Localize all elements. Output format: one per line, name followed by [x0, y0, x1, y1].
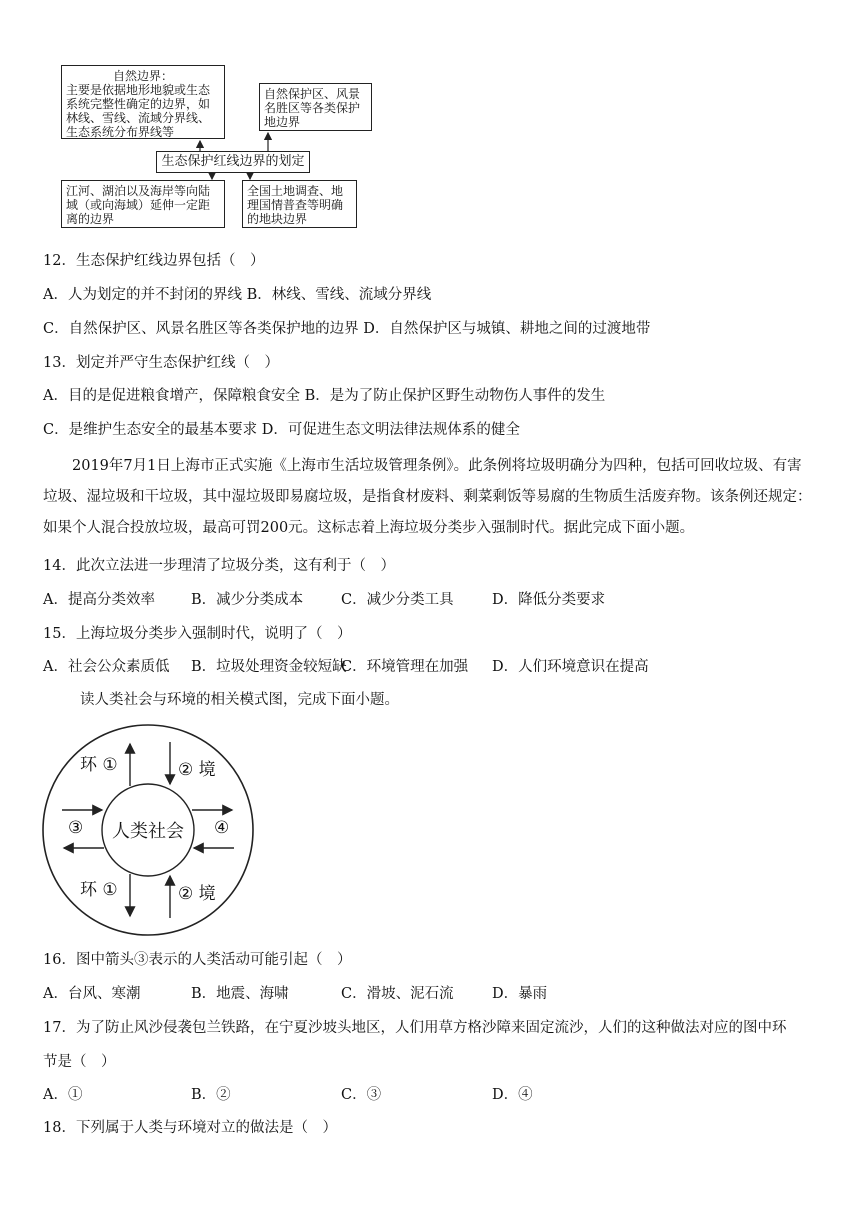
- flowchart-arrows: [0, 0, 860, 240]
- passage-garbage-law: 2019年7月1日上海市正式实施《上海市生活垃圾管理条例》。此条例将垃圾明确分为四种，包括可回收垃圾、有害垃圾、湿垃圾和干垃圾，其中湿垃圾即易腐垃圾，是指食材废料、剩菜剩饭等易腐的生物质生活废弃物。该条例还规定：如果个人混合投放垃圾，最高可罚200元。这标志着上海垃圾分类步入强制时代。据此完成下面小题。: [43, 458, 812, 536]
- natural-boundary-body: 主要是依据地形地貌或生态系统完整性确定的边界，如林线、雪线、流域分界线、生态系统分布界线等: [66, 83, 211, 139]
- q14-option-a: A．提高分类效率: [43, 592, 155, 608]
- redline-center-text: 生态保护红线边界的划定: [161, 154, 305, 169]
- q16-option-c: C．滑坡、泥石流: [341, 986, 454, 1002]
- reserve-boundary-text: 自然保护区、风景名胜区等各类保护地边界: [264, 87, 361, 129]
- q15-option-d: D．人们环境意识在提高: [492, 659, 649, 675]
- diagram-label-top-left: 环 ①: [80, 755, 118, 775]
- q16-option-b: B．地震、海啸: [191, 986, 289, 1002]
- q14-stem: 14．此次立法进一步理清了垃圾分类，这有利于（ ）: [43, 558, 395, 574]
- q12-options-line1: A．人为划定的并不封闭的界线 B．林线、雪线、流域分界线: [43, 287, 432, 303]
- q15-option-c: C．环境管理在加强: [341, 659, 469, 675]
- q12-stem: 12．生态保护红线边界包括（ ）: [43, 253, 265, 269]
- survey-boundary-text: 全国土地调查、地理国情普查等明确的地块边界: [247, 184, 344, 226]
- q12-options-line2: C．自然保护区、风景名胜区等各类保护地的边界 D．自然保护区与城镇、耕地之间的过渡地带: [43, 321, 651, 337]
- coast-boundary-text: 江河、湖泊以及海岸等向陆域（或向海域）延伸一定距离的边界: [66, 184, 211, 226]
- q16-option-a: A．台风、寒潮: [43, 986, 141, 1002]
- q18-stem: 18．下列属于人类与环境对立的做法是（ ）: [43, 1120, 337, 1136]
- q17-option-b: B．②: [191, 1087, 231, 1103]
- q13-options-line1: A．目的是促进粮食增产，保障粮食安全 B．是为了防止保护区野生动物伤人事件的发生: [43, 388, 606, 404]
- diagram-label-bottom-right: ② 境: [178, 884, 216, 904]
- q15-stem: 15．上海垃圾分类步入强制时代，说明了（ ）: [43, 626, 352, 642]
- q17-stem-line2: 节是（ ）: [43, 1054, 116, 1070]
- q15-option-a: A．社会公众素质低: [43, 659, 170, 675]
- passage-model-diagram: 读人类社会与环境的相关模式图，完成下面小题。: [80, 692, 399, 708]
- diagram-label-left: ③: [68, 818, 84, 838]
- q17-option-a: A．①: [43, 1087, 83, 1103]
- q14-option-b: B．减少分类成本: [191, 592, 304, 608]
- diagram-label-top-right: ② 境: [178, 760, 216, 780]
- q16-option-d: D．暴雨: [492, 986, 548, 1002]
- q17-stem-line1: 17．为了防止风沙侵袭包兰铁路，在宁夏沙坡头地区，人们用草方格沙障来固定流沙，人们的这种做法对应的图中环: [43, 1020, 787, 1036]
- diagram-label-right: ④: [214, 818, 230, 838]
- natural-boundary-title: 自然边界：: [112, 69, 173, 83]
- q13-stem: 13．划定并严守生态保护红线（ ）: [43, 355, 279, 371]
- q13-options-line2: C．是维护生态安全的最基本要求 D．可促进生态文明法律法规体系的健全: [43, 422, 520, 438]
- q17-option-c: C．③: [341, 1087, 382, 1103]
- diagram-center-label: 人类社会: [112, 821, 184, 842]
- diagram-label-bottom-left: 环 ①: [80, 880, 118, 900]
- q16-stem: 16．图中箭头③表示的人类活动可能引起（ ）: [43, 952, 352, 968]
- q14-option-c: C．减少分类工具: [341, 592, 454, 608]
- q14-option-d: D．降低分类要求: [492, 592, 606, 608]
- q15-option-b: B．垃圾处理资金较短缺: [191, 659, 347, 675]
- q17-option-d: D．④: [492, 1087, 533, 1103]
